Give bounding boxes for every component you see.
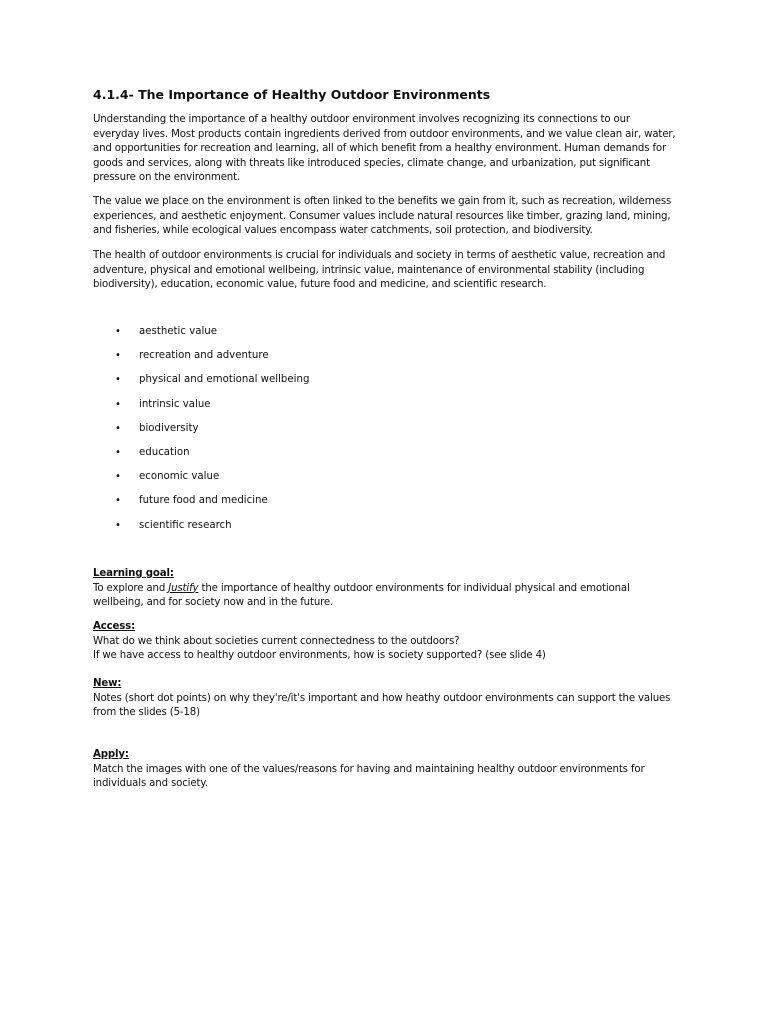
list-item xyxy=(93,349,309,373)
bullet-icon: • xyxy=(115,422,121,434)
bullet-icon: • xyxy=(115,519,121,531)
values-bullet-list xyxy=(93,325,309,543)
bullet-icon: • xyxy=(115,326,121,337)
apply-section xyxy=(93,748,676,792)
intro-paragraph: Understanding the importance of a healthy outdoor environment involves recognizing its connections to our everyday lives. Most products contain ingredients derived from outdoor environments, and we value clean air, water, and opportunities for recreation and learning, all of which benefit from a healthy environment. Human demands for goods and services, along with threats like introduced species, climate change, and urbanization, put significant pressure on the environment. xyxy=(93,114,676,184)
justify-emphasis: Justify xyxy=(168,582,199,594)
new-text: Notes (short dot points) on why they're/it's important and how heathy outdoor environments can support the values from the slides (5-18) xyxy=(93,692,671,719)
bullet-icon: • xyxy=(115,446,121,458)
document-title: 4.1.4- The Importance of Healthy Outdoor Environments xyxy=(93,87,491,102)
list-item-text: biodiversity xyxy=(139,422,199,434)
values-paragraph: The value we place on the environment is often linked to the benefits we gain from it, such as recreation, wilderness experiences, and aesthetic enjoyment. Consumer values include natural resources like timber, grazing land, mining, and fisheries, while ecological values encompass water catchments, soil protection, and biodiversity. xyxy=(93,196,672,237)
access-question-1: What do we think about societies current connectedness to the outdoors? xyxy=(93,635,460,647)
list-item xyxy=(93,422,309,446)
learning-goal-text-start: To explore and xyxy=(93,582,169,594)
list-item xyxy=(93,398,309,422)
list-item xyxy=(93,519,309,543)
learning-goal-text-end: the importance of healthy outdoor environments for individual physical and emotional wellbeing, and for society now and in the future. xyxy=(93,582,630,609)
list-item-text: aesthetic value xyxy=(139,326,218,337)
access-heading: Access: xyxy=(93,621,136,632)
new-heading: New: xyxy=(93,678,122,689)
bullet-icon: • xyxy=(115,350,121,362)
list-item-text: economic value xyxy=(139,471,220,483)
list-item-text: future food and medicine xyxy=(139,495,268,507)
list-item-text: physical and emotional wellbeing xyxy=(139,374,310,386)
new-section xyxy=(93,677,676,721)
learning-goal-heading: Learning goal: xyxy=(93,568,174,579)
apply-text: Match the images with one of the values/reasons for having and maintaining healthy outdoor environments for individuals and society. xyxy=(93,763,645,790)
list-item xyxy=(93,446,309,470)
list-item-text: recreation and adventure xyxy=(139,350,269,362)
list-item xyxy=(93,494,309,518)
list-item-text: education xyxy=(139,446,190,458)
list-item xyxy=(93,373,309,397)
bullet-icon: • xyxy=(115,398,121,410)
bullet-icon: • xyxy=(115,495,121,507)
access-question-2: If we have access to healthy outdoor environments, how is society supported? (see slide 4) xyxy=(93,650,546,662)
learning-goal-section xyxy=(93,567,676,611)
bullet-icon: • xyxy=(115,374,121,386)
bullet-icon: • xyxy=(115,471,121,483)
apply-heading: Apply: xyxy=(93,749,129,760)
health-paragraph: The health of outdoor environments is crucial for individuals and society in terms of aesthetic value, recreation and adventure, physical and emotional wellbeing, intrinsic value, maintenance of environmental stability (including biodiversity), education, economic value, future food and medicine, and scientific research. xyxy=(93,250,666,291)
access-section xyxy=(93,620,676,664)
list-item xyxy=(93,325,309,349)
list-item-text: intrinsic value xyxy=(139,398,211,410)
list-item xyxy=(93,470,309,494)
list-item-text: scientific research xyxy=(139,519,232,531)
